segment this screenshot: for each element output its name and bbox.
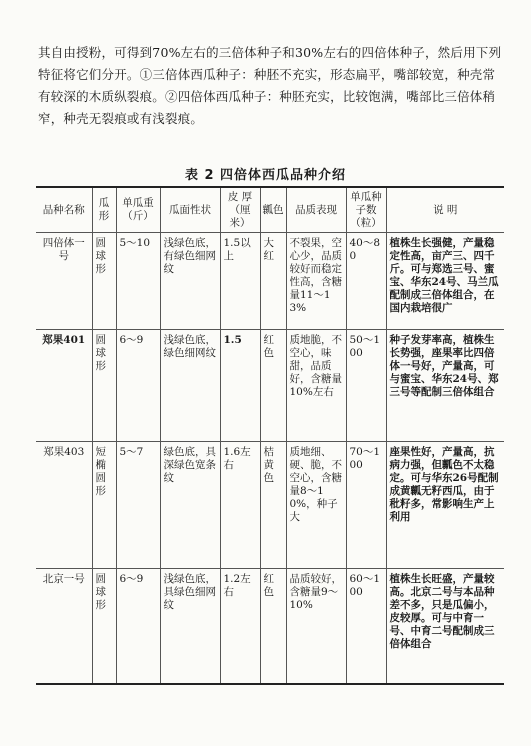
table-header-row xyxy=(36,187,504,233)
variety-table xyxy=(36,186,504,685)
cell-name: 北京一号 xyxy=(36,569,92,685)
cell-quality: 质地脆，不空心，味甜，品质好，含糖量10%左右 xyxy=(286,330,346,442)
intro-text xyxy=(38,42,504,130)
cell-shape: 圆球形 xyxy=(92,330,116,442)
table-row xyxy=(36,330,504,442)
table-row xyxy=(36,569,504,685)
cell-notes: 座果性好，产量高，抗病力强，但瓤色不太稳定。可与华东26号配制成黄瓤无籽西瓜，由于秕籽多，常影响生产上利用 xyxy=(386,442,504,569)
cell-shape: 短椭圆形 xyxy=(92,442,116,569)
cell-weight: 6～9 xyxy=(116,330,160,442)
cell-surface: 绿色底，具深绿色宽条纹 xyxy=(160,442,220,569)
cell-rind: 1.5 xyxy=(220,330,260,442)
cell-notes: 植株生长强健，产量稳定性高，亩产三、四千斤。可与郑选三号、蜜宝、华东24号、马兰瓜配制成三倍体组合，在国内栽培很广 xyxy=(386,233,504,330)
cell-seeds: 40～80 xyxy=(346,233,386,330)
table-title: 表 2 四倍体西瓜品种介绍 xyxy=(184,168,347,183)
header-name: 品种名称 xyxy=(36,187,92,233)
header-surface: 瓜面性状 xyxy=(160,187,220,233)
cell-seeds: 60～100 xyxy=(346,569,386,685)
cell-flesh: 红色 xyxy=(260,330,286,442)
cell-flesh: 桔黄色 xyxy=(260,442,286,569)
cell-quality: 质地细、硬、脆，不空心，含糖量8～10%，种子大 xyxy=(286,442,346,569)
cell-notes: 植株生长旺盛，产量较高。北京二号与本品种差不多，只是瓜偏小，皮较厚。可与中育一号、中育二号配制成三倍体组合 xyxy=(386,569,504,685)
table-row xyxy=(36,442,504,569)
cell-surface: 浅绿色底，绿色细网纹 xyxy=(160,330,220,442)
cell-rind: 1.5以上 xyxy=(220,233,260,330)
cell-weight: 6～9 xyxy=(116,569,160,685)
header-rind: 皮 厚（厘米） xyxy=(220,187,260,233)
table-row xyxy=(36,233,504,330)
cell-flesh: 红色 xyxy=(260,569,286,685)
cell-name: 四倍体一号 xyxy=(36,233,92,330)
header-shape: 瓜形 xyxy=(92,187,116,233)
cell-name: 郑果403 xyxy=(36,442,92,569)
cell-surface: 浅绿色底，具绿色细网纹 xyxy=(160,569,220,685)
cell-weight: 5～7 xyxy=(116,442,160,569)
cell-seeds: 70～100 xyxy=(346,442,386,569)
cell-rind: 1.2左右 xyxy=(220,569,260,685)
cell-rind: 1.6左右 xyxy=(220,442,260,569)
cell-quality: 不裂果，空心少，品质较好而稳定性高，含糖量11～13% xyxy=(286,233,346,330)
cell-shape: 圆球形 xyxy=(92,569,116,685)
header-flesh: 瓤色 xyxy=(260,187,286,233)
header-weight: 单瓜重（斤） xyxy=(116,187,160,233)
cell-surface: 浅绿色底，有绿色细网纹 xyxy=(160,233,220,330)
intro-paragraph: 其自由授粉，可得到70%左右的三倍体种子和30%左右的四倍体种子，然后用下列特征将它们分开。①三倍体西瓜种子：种胚不充实，形态扁平，嘴部较宽，种壳常有较深的木质纵裂痕。②四倍体西瓜种子：种胚充实，比较饱满，嘴部比三倍体稍窄，种壳无裂痕或有浅裂痕。 xyxy=(38,45,502,126)
cell-weight: 5～10 xyxy=(116,233,160,330)
cell-shape: 圆球形 xyxy=(92,233,116,330)
header-notes: 说 明 xyxy=(386,187,504,233)
cell-notes: 种子发芽率高，植株生长势强，座果率比四倍体一号好，产量高，可与蜜宝、华东24号、郑三号等配制三倍体组合 xyxy=(386,330,504,442)
cell-quality: 品质较好，含糖量9～10% xyxy=(286,569,346,685)
cell-flesh: 大红 xyxy=(260,233,286,330)
header-seeds: 单瓜种子数（粒） xyxy=(346,187,386,233)
cell-name: 郑果401 xyxy=(36,330,92,442)
cell-seeds: 50～100 xyxy=(346,330,386,442)
header-quality: 品质表现 xyxy=(286,187,346,233)
